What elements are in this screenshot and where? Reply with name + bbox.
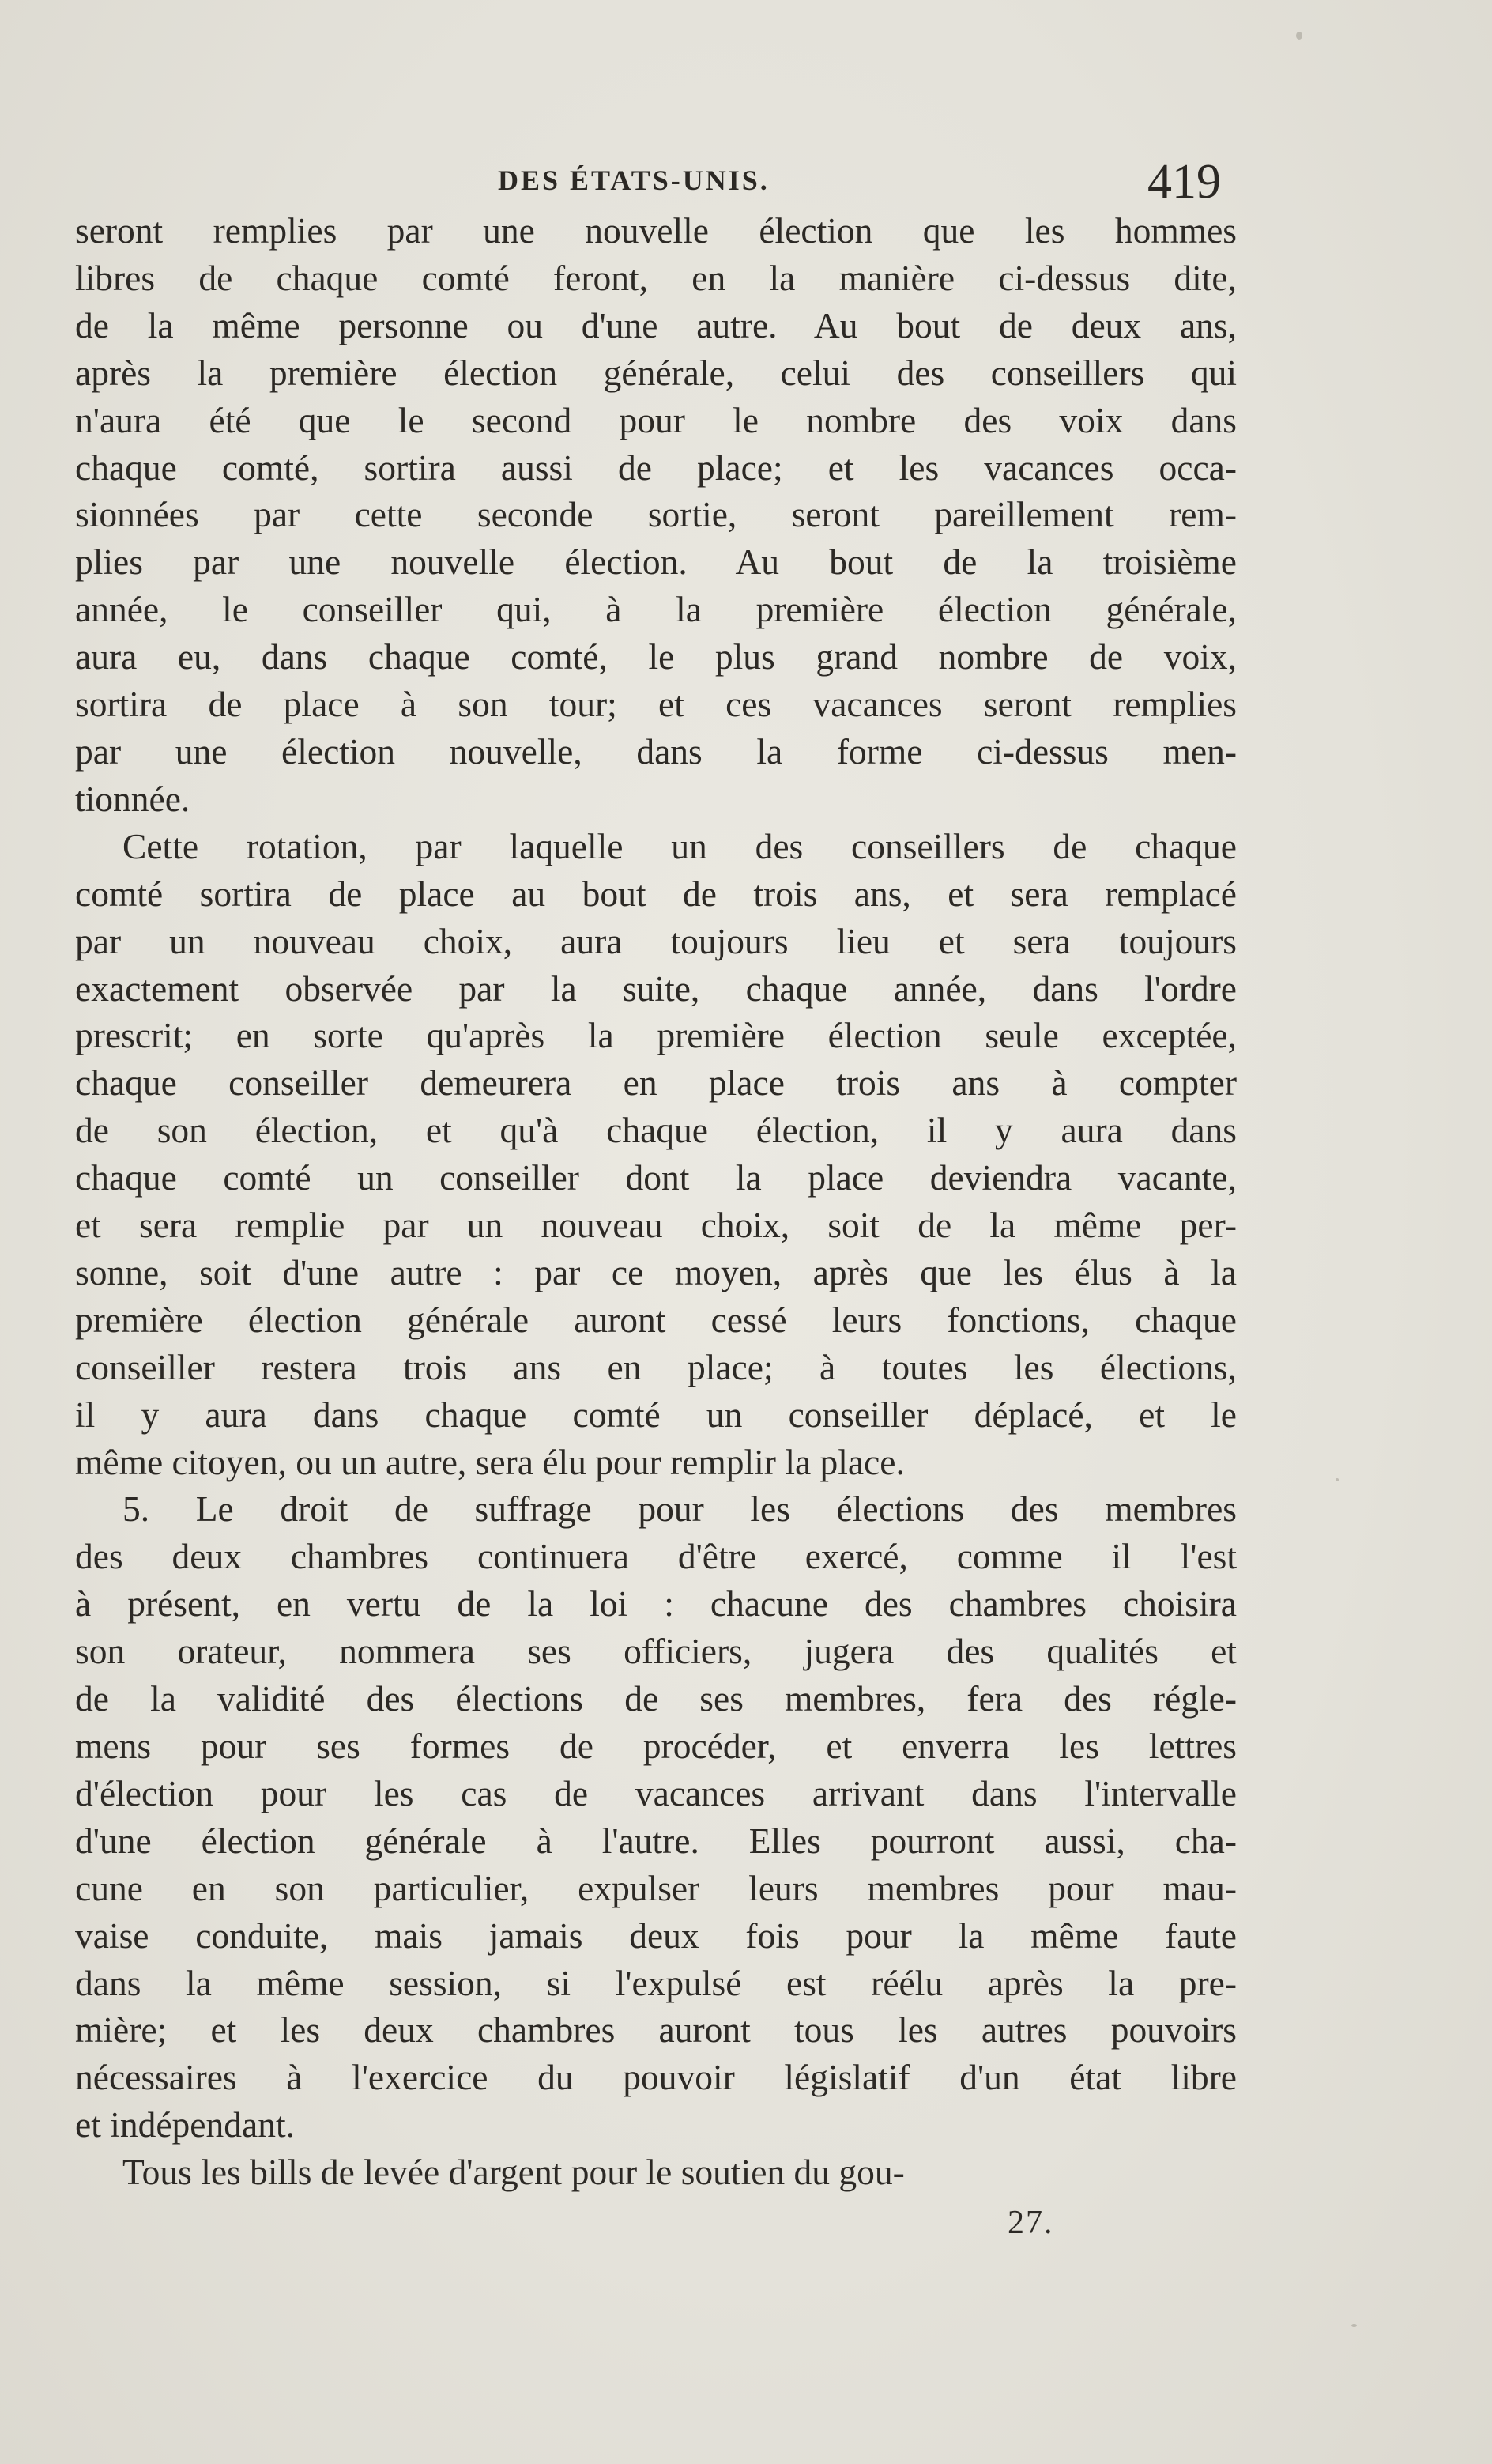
text-line: chaque comté un conseiller dont la place deviendra vacante, [75,1157,1237,1198]
body-text [75,207,1237,2196]
text-line: de la validité des élections de ses membres, fera des régle- [75,1678,1237,1719]
signature-mark: 27. [1008,2205,1054,2241]
text-line: même citoyen, ou un autre, sera élu pour remplir la place. [75,1441,905,1482]
text-line: il y aura dans chaque comté un conseiller déplacé, et le [75,1394,1237,1435]
text-line: tionnée. [75,778,190,819]
text-line: chaque comté, sortira aussi de place; et les vacances occa- [75,447,1237,488]
text-line: et sera remplie par un nouveau choix, soit de la même per- [75,1205,1237,1246]
text-line: sortira de place à son tour; et ces vacances seront remplies [75,684,1237,725]
text-line: cune en son particulier, expulser leurs membres pour mau- [75,1867,1237,1908]
text-line: exactement observée par la suite, chaque année, dans l'ordre [75,968,1237,1009]
text-line: Tous les bills de levée d'argent pour le soutien du gou- [122,2152,905,2193]
text-line: seront remplies par une nouvelle élection que les hommes [75,210,1237,251]
text-line: vaise conduite, mais jamais deux fois pour la même faute [75,1915,1237,1956]
paragraph [75,1485,1237,2149]
page-number: 419 [1147,155,1221,209]
text-line: son orateur, nommera ses officiers, jugera des qualités et [75,1631,1237,1672]
text-line: dans la même session, si l'expulsé est réélu après la pre- [75,1962,1237,2003]
text-line: d'une élection générale à l'autre. Elles pourront aussi, cha- [75,1820,1237,1861]
text-line: n'aura été que le second pour le nombre des voix dans [75,399,1237,440]
paragraph [75,207,1237,823]
text-line: après la première élection générale, celui des conseillers qui [75,352,1237,393]
text-line: et indépendant. [75,2104,295,2145]
paragraph [75,2149,1237,2196]
text-line: mens pour ses formes de procéder, et enverra les lettres [75,1726,1237,1766]
text-line: conseiller restera trois ans en place; à toutes les élections, [75,1346,1237,1387]
text-line: nécessaires à l'exercice du pouvoir législatif d'un état libre [75,2057,1237,2098]
text-line: à présent, en vertu de la loi : chacune des chambres choisira [75,1583,1237,1624]
text-line: 5. Le droit de suffrage pour les élections des membres [122,1489,1237,1530]
paper-speck [1296,32,1302,40]
text-line: libres de chaque comté feront, en la manière ci-dessus dite, [75,257,1237,298]
text-line: par une élection nouvelle, dans la forme ci-dessus men- [75,730,1237,772]
text-line: de son élection, et qu'à chaque élection, il y aura dans [75,1110,1237,1151]
paragraph [75,823,1237,1486]
text-line: sonne, soit d'une autre : par ce moyen, après que les élus à la [75,1251,1237,1292]
text-line: chaque conseiller demeurera en place trois ans à compter [75,1062,1237,1104]
text-line: mière; et les deux chambres auront tous les autres pouvoirs [75,2009,1237,2051]
paper-speck [1336,1478,1339,1481]
text-line: prescrit; en sorte qu'après la première élection seule exceptée, [75,1015,1237,1056]
text-line: première élection générale auront cessé leurs fonctions, chaque [75,1299,1237,1340]
text-line: de la même personne ou d'une autre. Au bout de deux ans, [75,304,1237,345]
text-line: sionnées par cette seconde sortie, seront pareillement rem- [75,494,1237,535]
text-line: d'élection pour les cas de vacances arrivant dans l'intervalle [75,1772,1237,1813]
running-title: DES ÉTATS-UNIS. [498,164,770,196]
text-line: comté sortira de place au bout de trois ans, et sera remplacé [75,873,1237,914]
text-line: année, le conseiller qui, à la première élection générale, [75,589,1237,630]
paper-speck [1351,2324,1357,2327]
text-line: plies par une nouvelle élection. Au bout de la troisième [75,541,1237,583]
page-header [75,154,1221,209]
text-line: des deux chambres continuera d'être exercé, comme il l'est [75,1536,1237,1577]
text-line: aura eu, dans chaque comté, le plus grand nombre de voix, [75,636,1237,677]
text-line: Cette rotation, par laquelle un des conseillers de chaque [122,825,1237,866]
text-line: par un nouveau choix, aura toujours lieu et sera toujours [75,920,1237,961]
